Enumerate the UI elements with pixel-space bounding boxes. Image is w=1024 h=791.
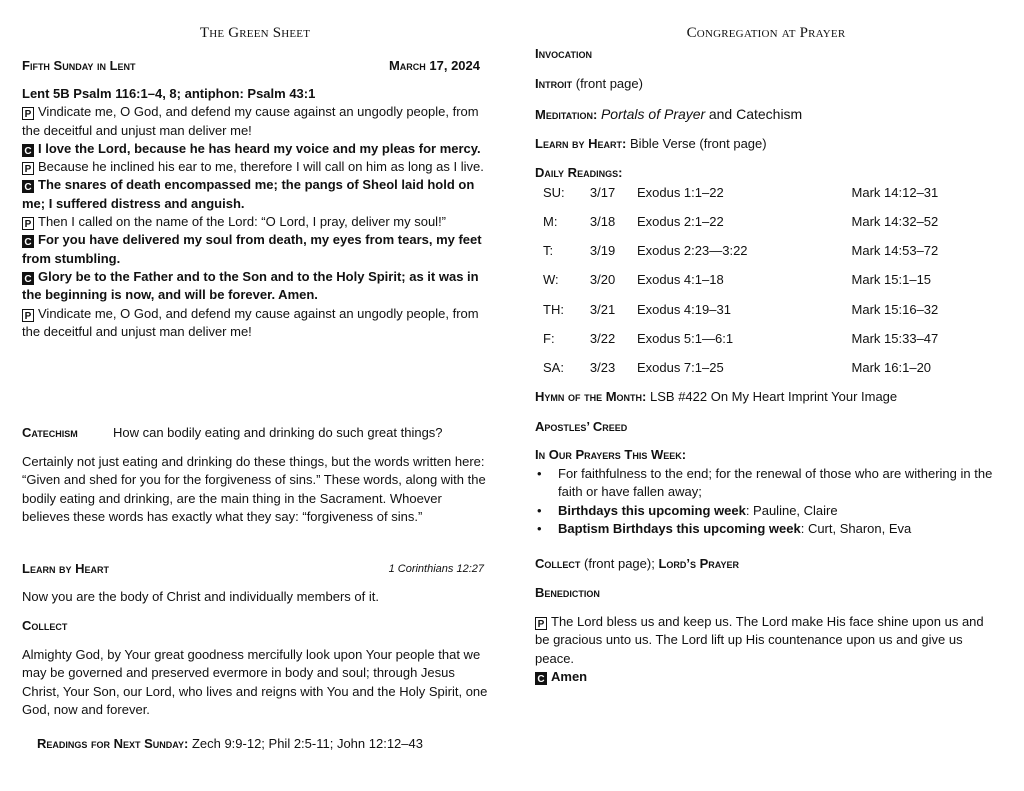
next-sunday-text: Zech 9:9-12; Phil 2:5-11; John 12:12–43 xyxy=(191,736,423,751)
introit-line: Introit (front page) xyxy=(535,76,643,91)
table-row xyxy=(535,295,997,324)
reading-date: 3/19 xyxy=(589,243,616,259)
table-row xyxy=(535,354,997,383)
benediction-text: The Lord bless us and keep us. The Lord make His face shine upon us and be gracious unto us. The Lord lift up His countenance upon us and give us peace. xyxy=(535,614,984,666)
daily-readings-label: Daily Readings: xyxy=(535,165,623,180)
introit-line: C I love the Lord, because he has heard my voice and my pleas for mercy. xyxy=(22,140,488,158)
reading-ot: Exodus 2:1–22 xyxy=(636,213,724,229)
table-row xyxy=(535,266,997,295)
amen-text: Amen xyxy=(551,668,588,684)
reading-date: 3/22 xyxy=(589,330,616,346)
right-page-title: Congregation at Prayer xyxy=(686,25,846,41)
introit-line: C The snares of death encompassed me; the pangs of Sheol laid hold on me; I suffered distress and anguish. xyxy=(22,177,475,211)
sunday-name: Fifth Sunday in Lent xyxy=(22,58,136,73)
collect-line: Collect (front page); Lord’s Prayer xyxy=(535,556,739,571)
next-sunday-label: Readings for Next Sunday xyxy=(37,736,184,751)
reading-ot: Exodus 7:1–25 xyxy=(636,360,724,376)
list-item: • For faithfulness to the end; for the renewal of those who are withering in the faith or have fallen away; xyxy=(535,465,997,502)
learn-by-heart-text: Now you are the body of Christ and individually members of it. xyxy=(22,589,379,604)
pastor-badge-icon: P xyxy=(22,309,34,322)
introit-heading: Lent 5B Psalm 116:1–4, 8; antiphon: Psalm 43:1 xyxy=(22,86,316,101)
sunday-header xyxy=(22,57,488,75)
reading-day: TH: xyxy=(543,301,564,317)
introit-line: P Because he inclined his ear to me, therefore I will call on him as long as I live. xyxy=(22,158,488,176)
learn-by-heart-line: Learn by Heart: Bible Verse (front page) xyxy=(535,136,767,151)
pastor-badge-icon: P xyxy=(22,217,34,230)
reading-ot: Exodus 2:23—3:22 xyxy=(636,243,748,259)
introit-line: C Glory be to the Father and to the Son and to the Holy Spirit; as it was in the beginning is now, and will be forever. Amen. xyxy=(22,268,479,303)
congregation-badge-icon: C xyxy=(22,144,34,157)
reading-day: W: xyxy=(543,272,559,288)
list-item: • Baptism Birthdays this upcoming week: Curt, Sharon, Eva xyxy=(535,520,997,538)
reading-date: 3/18 xyxy=(589,213,616,229)
reading-nt: Mark 15:33–47 xyxy=(851,330,939,346)
reading-ot: Exodus 5:1—6:1 xyxy=(636,330,734,346)
introit-line: P Vindicate me, O God, and defend my cause against an ungodly people, from the deceitful and unjust man deliver me! xyxy=(22,305,479,339)
reading-ot: Exodus 1:1–22 xyxy=(636,184,724,200)
list-item: • Birthdays this upcoming week: Pauline, Claire xyxy=(535,502,997,520)
congregation-badge-icon: C xyxy=(22,272,34,285)
reading-date: 3/17 xyxy=(589,184,616,200)
meditation-line: Meditation: Portals of Prayer and Catechism xyxy=(535,106,803,122)
reading-date: 3/21 xyxy=(589,301,616,317)
congregation-badge-icon: C xyxy=(22,235,34,248)
reading-nt: Mark 15:16–32 xyxy=(851,301,939,317)
pastor-badge-icon: P xyxy=(535,617,547,630)
apostles-creed: Apostles’ Creed xyxy=(535,419,628,434)
pastor-badge-icon: P xyxy=(22,162,34,175)
learn-by-heart-reference: 1 Corinthians 12:27 xyxy=(388,563,484,575)
reading-nt: Mark 16:1–20 xyxy=(851,360,932,376)
left-page-title: The Green Sheet xyxy=(199,25,311,41)
reading-ot: Exodus 4:1–18 xyxy=(636,272,724,288)
reading-day: SU: xyxy=(543,184,565,200)
introit-line: C For you have delivered my soul from death, my eyes from tears, my feet from stumbling. xyxy=(22,232,482,266)
table-row xyxy=(535,324,997,353)
reading-nt: Mark 14:12–31 xyxy=(851,184,939,200)
catechism-question: How can bodily eating and drinking do such great things? xyxy=(112,425,443,440)
reading-day: T: xyxy=(543,243,554,259)
introit-line: P Vindicate me, O God, and defend my cause against an ungodly people, from the deceitful and unjust man deliver me! xyxy=(22,104,479,138)
reading-day: SA: xyxy=(543,360,564,376)
benediction xyxy=(535,613,997,686)
introit-section xyxy=(22,85,488,341)
next-sunday-readings: Readings for Next Sunday: Zech 9:9-12; Phil 2:5-11; John 12:12–43 xyxy=(37,736,423,751)
table-row xyxy=(535,237,997,266)
catechism-line xyxy=(22,424,488,442)
reading-day: M: xyxy=(543,213,558,229)
reading-nt: Mark 15:1–15 xyxy=(851,272,932,288)
congregation-badge-icon: C xyxy=(22,180,34,193)
introit-line: P Then I called on the name of the Lord: “O Lord, I pray, deliver my soul!” xyxy=(22,213,488,231)
collect-label: Collect xyxy=(22,618,68,633)
introit-responsive-lines xyxy=(22,103,488,341)
hymn-line: Hymn of the Month: LSB #422 On My Heart Imprint Your Image xyxy=(535,389,898,404)
catechism-label: Catechism xyxy=(22,425,78,440)
benediction-label: Benediction xyxy=(535,585,600,600)
service-date: March 17, 2024 xyxy=(388,58,480,73)
meditation-title: Portals of Prayer xyxy=(600,106,706,122)
prayers-list xyxy=(535,465,997,538)
prayers-label: In Our Prayers This Week: xyxy=(535,447,687,462)
catechism-answer: Certainly not just eating and drinking do these things, but the words written here: “Given and shed for you for the forgiveness of sins.” These words, along with the bodily eating and drinking, are the main thing in the Sacrament. Whoever believes these words has exactly what they say: “forgiveness of sins.” xyxy=(22,454,486,524)
reading-nt: Mark 14:53–72 xyxy=(851,243,939,259)
learn-by-heart-header xyxy=(22,560,488,578)
pastor-badge-icon: P xyxy=(22,107,34,120)
invocation: Invocation xyxy=(535,46,592,61)
table-row xyxy=(535,207,997,236)
reading-date: 3/23 xyxy=(589,360,616,376)
reading-day: F: xyxy=(543,330,555,346)
reading-nt: Mark 14:32–52 xyxy=(851,213,939,229)
congregation-badge-icon: C xyxy=(535,672,547,685)
reading-ot: Exodus 4:19–31 xyxy=(636,301,731,317)
table-row xyxy=(535,178,997,207)
learn-by-heart-label: Learn by Heart xyxy=(22,561,110,576)
daily-readings-table xyxy=(535,178,997,383)
reading-date: 3/20 xyxy=(589,272,616,288)
collect-text: Almighty God, by Your great goodness mercifully look upon Your people that we may be governed and preserved evermore in body and soul; through Jesus Christ, Your Son, our Lord, who lives and reigns with You and the Holy Spirit, one God, now and forever. xyxy=(22,647,488,717)
